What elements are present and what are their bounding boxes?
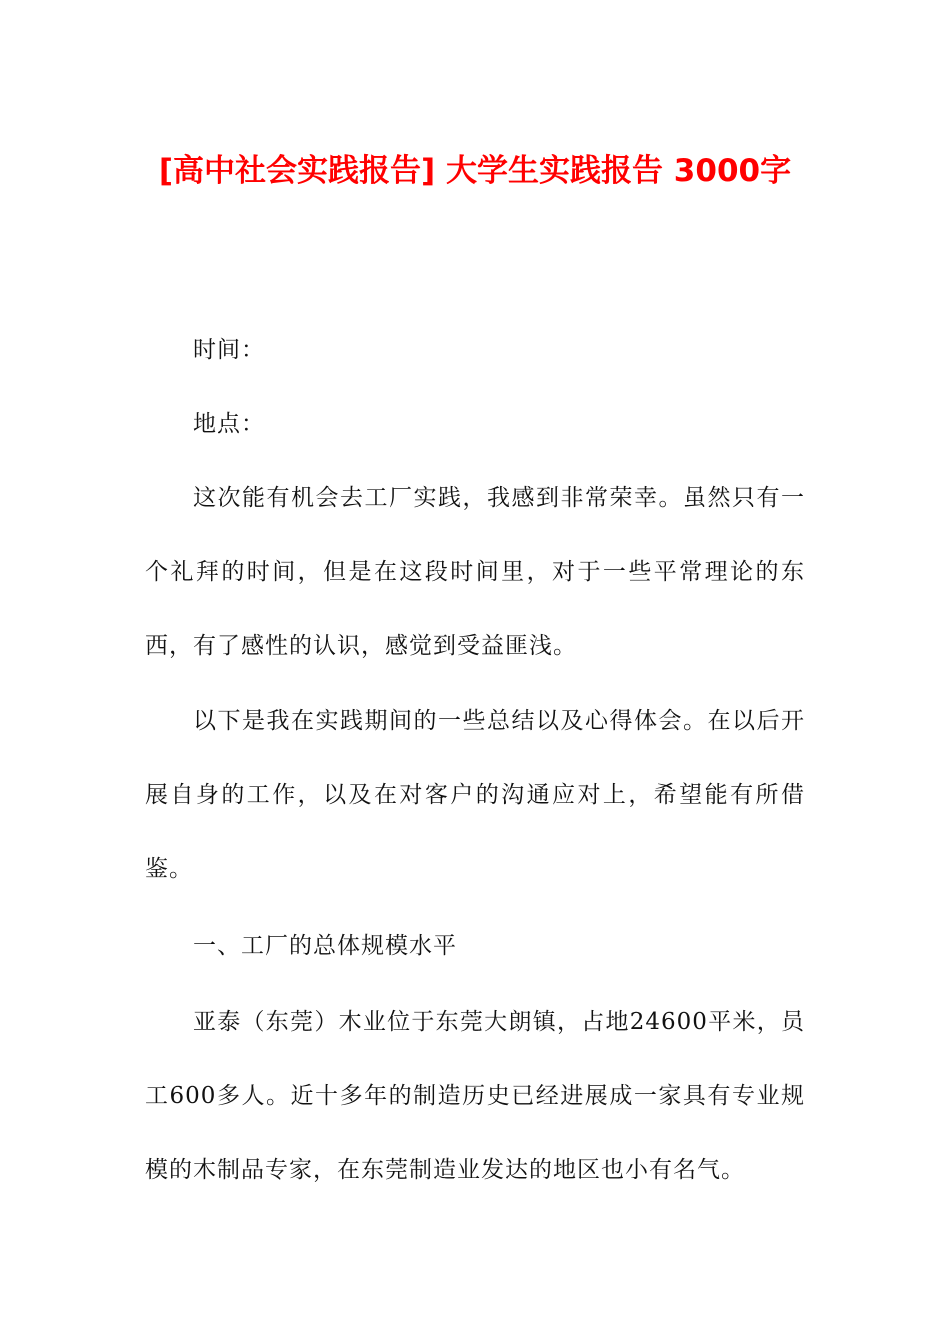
- paragraph-summary: 以下是我在实践期间的一些总结以及心得体会。在以后开展自身的工作，以及在对客户的沟通应对上，希望能有所借鉴。: [145, 708, 805, 882]
- paragraph-factory: 亚泰（东莞）木业位于东莞大朗镇，占地24600平米，员工600多人。近十多年的制造历史已经进展成一家具有专业规模的木制品专家，在东莞制造业发达的地区也小有名气。: [145, 1009, 805, 1183]
- section-heading: 一、工厂的总体规模水平: [193, 933, 457, 959]
- paragraph-intro: 这次能有机会去工厂实践，我感到非常荣幸。虽然只有一个礼拜的时间，但是在这段时间里，对于一些平常理论的东西，有了感性的认识，感觉到受益匪浅。: [145, 485, 805, 659]
- document-title: [高中社会实践报告] 大学生实践报告 3000字: [158, 153, 792, 189]
- place-label: 地点：: [193, 411, 265, 437]
- time-label: 时间：: [193, 337, 265, 363]
